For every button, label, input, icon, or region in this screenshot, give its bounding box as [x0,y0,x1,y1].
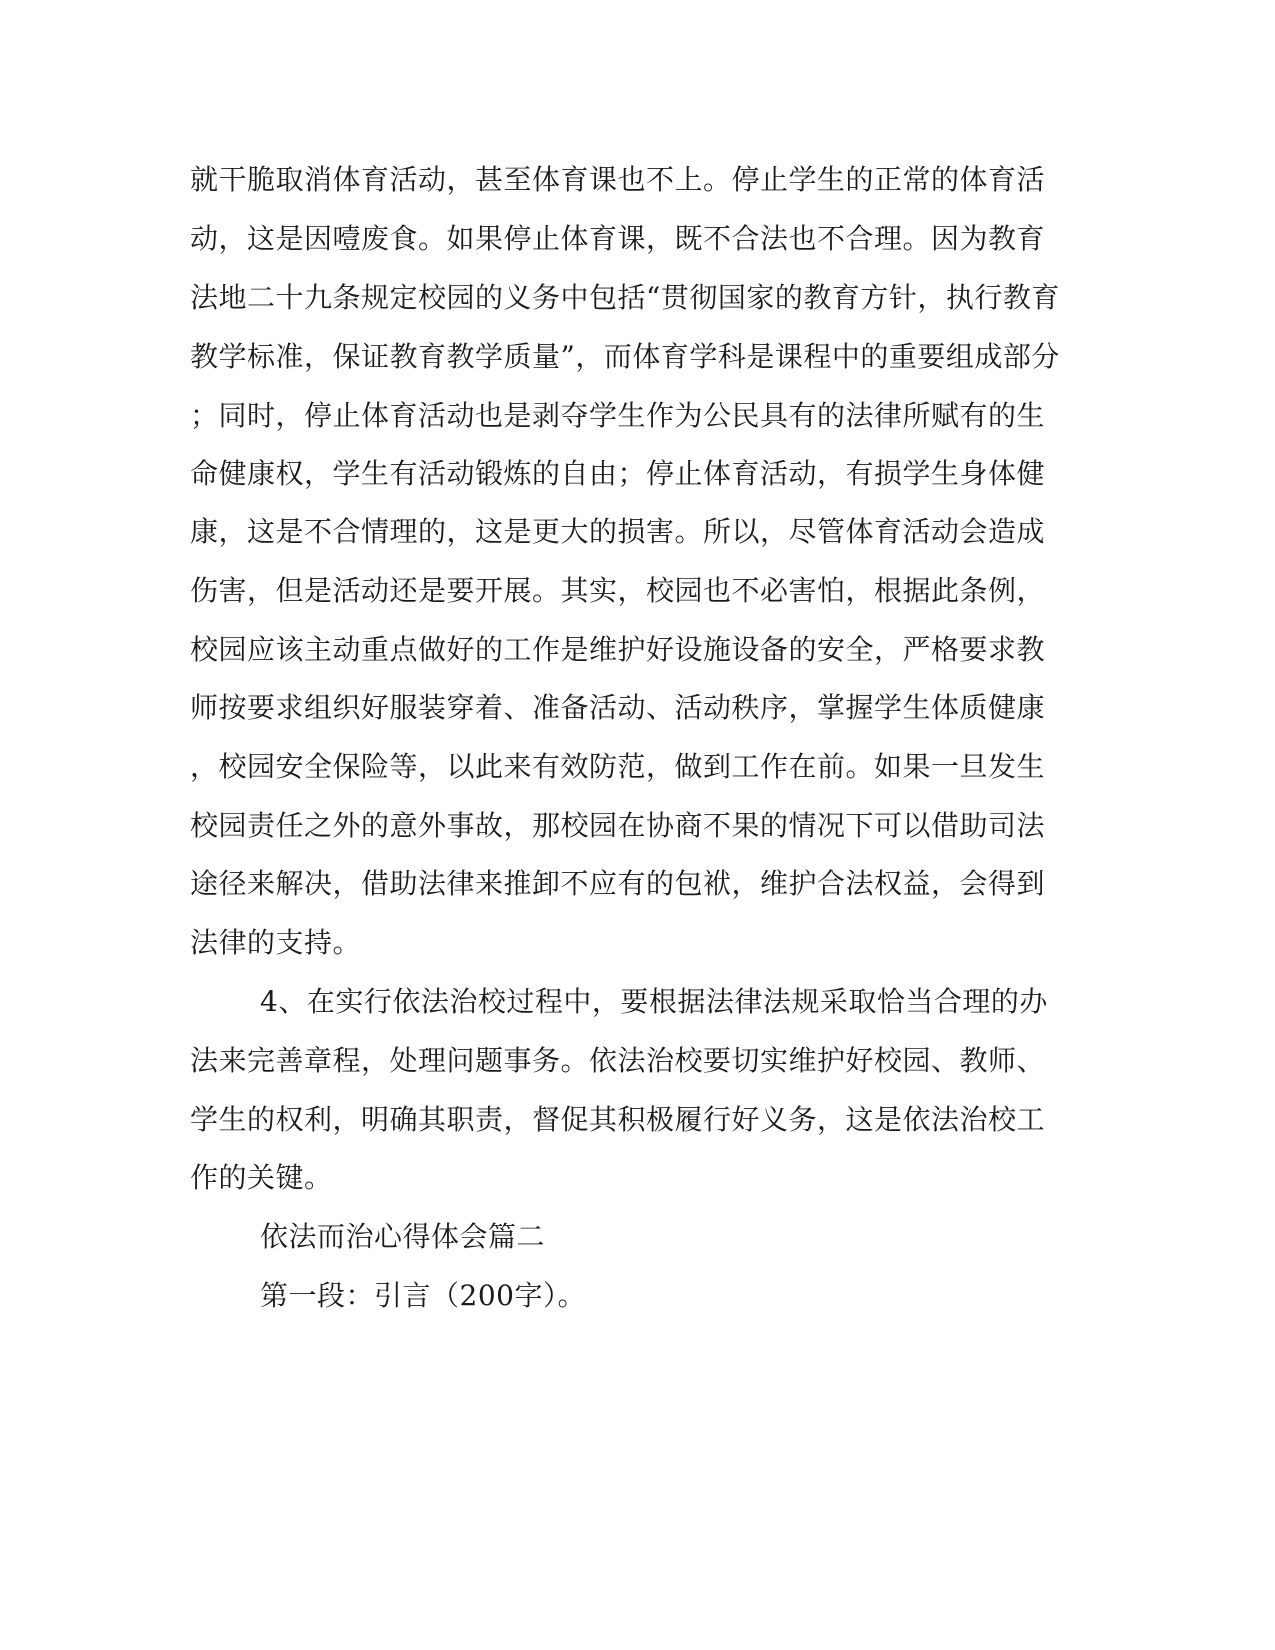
paragraph-2-line: 作的关键。 [190,1161,333,1194]
paragraph-1-line: 师按要求组织好服装穿着、准备活动、活动秩序，掌握学生体质健康 [190,691,1046,724]
paragraph-1-line: 就干脆取消体育活动，甚至体育课也不上。停止学生的正常的体育活 [190,163,1046,196]
paragraph-1-line: 教学标准，保证教育教学质量”，而体育学科是课程中的重要组成部分 [190,340,1060,373]
paragraph-2-line: 4、在实行依法治校过程中，要根据法律法规采取恰当合理的办 [260,985,1048,1018]
paragraph-2-line: 法来完善章程，处理问题事务。依法治校要切实维护好校园、教师、 [190,1044,1046,1077]
paragraph-1-line: 法律的支持。 [190,926,362,959]
section-subtitle: 第一段：引言（200字）。 [260,1279,586,1312]
paragraph-1-line: 途径来解决，借助法律来推卸不应有的包袱，维护合法权益，会得到 [190,867,1046,900]
paragraph-1-line: 校园责任之外的意外事故，那校园在协商不果的情况下可以借助司法 [190,809,1046,842]
paragraph-2-line: 学生的权利，明确其职责，督促其积极履行好义务，这是依法治校工 [190,1103,1046,1136]
paragraph-1-line: ；同时，停止体育活动也是剥夺学生作为公民具有的法律所赋有的生 [190,399,1046,432]
paragraph-1-line: ，校园安全保险等，以此来有效防范，做到工作在前。如果一旦发生 [190,750,1046,783]
paragraph-1-line: 校园应该主动重点做好的工作是维护好设施设备的安全，严格要求教 [190,633,1046,666]
paragraph-1-line: 法地二十九条规定校园的义务中包括“贯彻国家的教育方针，执行教育 [190,281,1060,314]
paragraph-1-line: 动，这是因噎废食。如果停止体育课，既不合法也不合理。因为教育 [190,222,1046,255]
paragraph-1-line: 伤害，但是活动还是要开展。其实，校园也不必害怕，根据此条例， [190,574,1046,607]
paragraph-1-line: 康，这是不合情理的，这是更大的损害。所以，尽管体育活动会造成 [190,515,1046,548]
paragraph-1-line: 命健康权，学生有活动锻炼的自由；停止体育活动，有损学生身体健 [190,457,1046,490]
section-title: 依法而治心得体会篇二 [260,1220,546,1253]
